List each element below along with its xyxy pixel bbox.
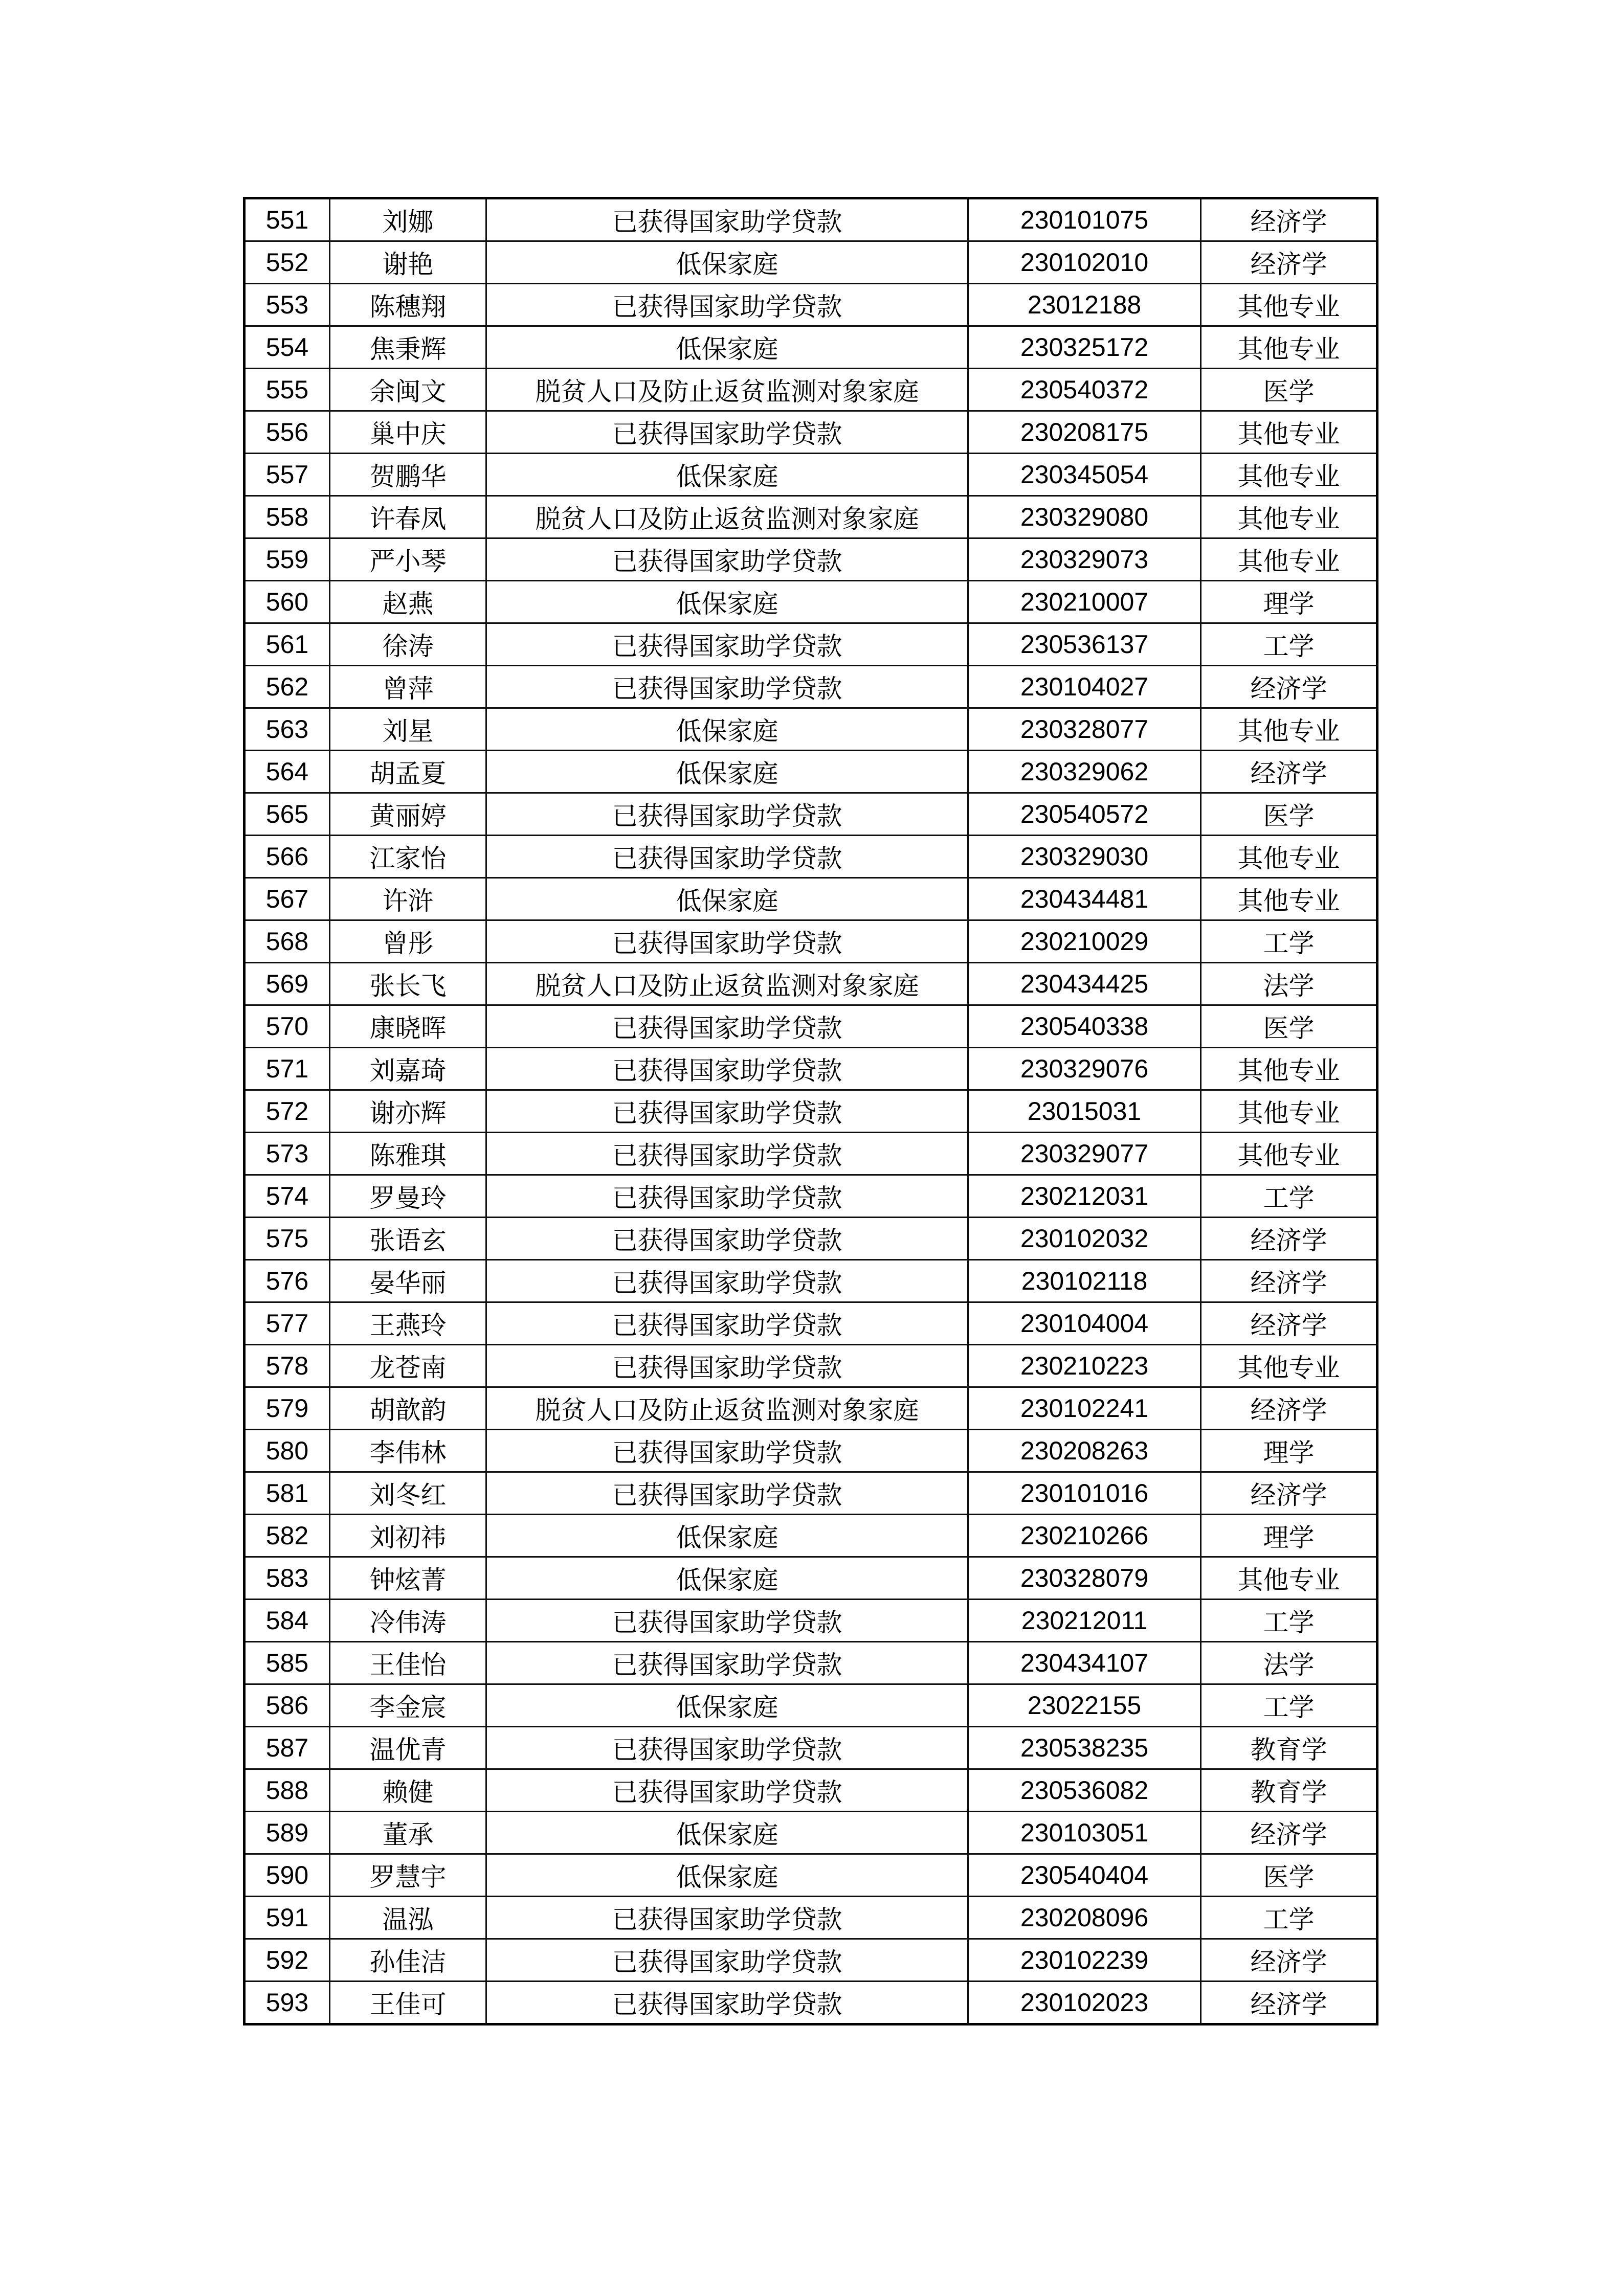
major-cell: 工学 — [1201, 1684, 1377, 1727]
major-cell: 其他专业 — [1201, 1557, 1377, 1600]
aid-category-cell: 已获得国家助学贷款 — [486, 666, 968, 708]
student-id-cell: 23015031 — [968, 1090, 1201, 1133]
student-id-cell: 230210029 — [968, 920, 1201, 963]
row-number-cell: 569 — [244, 963, 330, 1005]
student-id-cell: 230329030 — [968, 836, 1201, 878]
student-id-cell: 230102032 — [968, 1218, 1201, 1260]
table-row — [244, 1982, 1377, 2024]
major-cell: 其他专业 — [1201, 1345, 1377, 1387]
student-name-cell: 刘嘉琦 — [330, 1048, 486, 1090]
row-number-cell: 590 — [244, 1854, 330, 1897]
table-row — [244, 241, 1377, 284]
major-cell: 其他专业 — [1201, 878, 1377, 920]
major-cell: 医学 — [1201, 1854, 1377, 1897]
row-number-cell: 579 — [244, 1387, 330, 1430]
table-row — [244, 198, 1377, 241]
aid-category-cell: 已获得国家助学贷款 — [486, 1218, 968, 1260]
table-row — [244, 326, 1377, 369]
major-cell: 其他专业 — [1201, 326, 1377, 369]
student-id-cell: 230210266 — [968, 1515, 1201, 1557]
student-name-cell: 罗慧宇 — [330, 1854, 486, 1897]
student-id-cell: 230102241 — [968, 1387, 1201, 1430]
student-id-cell: 230102010 — [968, 241, 1201, 284]
major-cell: 经济学 — [1201, 1218, 1377, 1260]
student-name-cell: 张长飞 — [330, 963, 486, 1005]
student-name-cell: 曾彤 — [330, 920, 486, 963]
student-name-cell: 陈穗翔 — [330, 284, 486, 326]
table-row — [244, 581, 1377, 623]
student-name-cell: 贺鹏华 — [330, 454, 486, 496]
row-number-cell: 553 — [244, 284, 330, 326]
student-name-cell: 王佳怡 — [330, 1642, 486, 1684]
major-cell: 医学 — [1201, 793, 1377, 836]
student-name-cell: 巢中庆 — [330, 411, 486, 454]
student-name-cell: 刘冬红 — [330, 1472, 486, 1515]
student-name-cell: 赖健 — [330, 1769, 486, 1812]
student-id-cell: 230210223 — [968, 1345, 1201, 1387]
student-name-cell: 钟炫菁 — [330, 1557, 486, 1600]
row-number-cell: 571 — [244, 1048, 330, 1090]
aid-category-cell: 低保家庭 — [486, 326, 968, 369]
student-name-cell: 董承 — [330, 1812, 486, 1854]
row-number-cell: 568 — [244, 920, 330, 963]
table-row — [244, 1769, 1377, 1812]
major-cell: 工学 — [1201, 1897, 1377, 1939]
table-row — [244, 538, 1377, 581]
student-name-cell: 严小琴 — [330, 538, 486, 581]
major-cell: 经济学 — [1201, 1302, 1377, 1345]
table-row — [244, 1600, 1377, 1642]
student-id-cell: 230434481 — [968, 878, 1201, 920]
aid-category-cell: 已获得国家助学贷款 — [486, 1769, 968, 1812]
major-cell: 理学 — [1201, 1430, 1377, 1472]
aid-category-cell: 已获得国家助学贷款 — [486, 793, 968, 836]
aid-category-cell: 低保家庭 — [486, 1515, 968, 1557]
table-row — [244, 623, 1377, 666]
row-number-cell: 574 — [244, 1175, 330, 1218]
row-number-cell: 558 — [244, 496, 330, 538]
major-cell: 其他专业 — [1201, 708, 1377, 751]
student-id-cell: 230212031 — [968, 1175, 1201, 1218]
table-row — [244, 751, 1377, 793]
student-name-cell: 陈雅琪 — [330, 1133, 486, 1175]
row-number-cell: 552 — [244, 241, 330, 284]
major-cell: 其他专业 — [1201, 284, 1377, 326]
student-id-cell: 230434107 — [968, 1642, 1201, 1684]
aid-category-cell: 低保家庭 — [486, 1854, 968, 1897]
table-row — [244, 1515, 1377, 1557]
row-number-cell: 562 — [244, 666, 330, 708]
student-name-cell: 康晓晖 — [330, 1005, 486, 1048]
student-name-cell: 徐涛 — [330, 623, 486, 666]
row-number-cell: 592 — [244, 1939, 330, 1982]
row-number-cell: 587 — [244, 1727, 330, 1769]
row-number-cell: 559 — [244, 538, 330, 581]
table-row — [244, 1133, 1377, 1175]
student-id-cell: 23012188 — [968, 284, 1201, 326]
table-row — [244, 793, 1377, 836]
aid-category-cell: 低保家庭 — [486, 1812, 968, 1854]
student-name-cell: 刘星 — [330, 708, 486, 751]
student-name-cell: 余闽文 — [330, 369, 486, 411]
student-name-cell: 冷伟涛 — [330, 1600, 486, 1642]
table-row — [244, 1472, 1377, 1515]
major-cell: 其他专业 — [1201, 1048, 1377, 1090]
student-id-cell: 230540404 — [968, 1854, 1201, 1897]
row-number-cell: 555 — [244, 369, 330, 411]
aid-category-cell: 低保家庭 — [486, 581, 968, 623]
aid-category-cell: 已获得国家助学贷款 — [486, 198, 968, 241]
row-number-cell: 561 — [244, 623, 330, 666]
row-number-cell: 585 — [244, 1642, 330, 1684]
student-id-cell: 230329080 — [968, 496, 1201, 538]
student-id-cell: 230329073 — [968, 538, 1201, 581]
row-number-cell: 593 — [244, 1982, 330, 2024]
student-id-cell: 230345054 — [968, 454, 1201, 496]
row-number-cell: 567 — [244, 878, 330, 920]
table-row — [244, 1260, 1377, 1302]
table-row — [244, 1430, 1377, 1472]
major-cell: 经济学 — [1201, 1260, 1377, 1302]
table-row — [244, 496, 1377, 538]
student-name-cell: 王佳可 — [330, 1982, 486, 2024]
major-cell: 其他专业 — [1201, 454, 1377, 496]
major-cell: 理学 — [1201, 1515, 1377, 1557]
aid-category-cell: 低保家庭 — [486, 1684, 968, 1727]
major-cell: 工学 — [1201, 623, 1377, 666]
aid-category-cell: 已获得国家助学贷款 — [486, 1727, 968, 1769]
aid-category-cell: 低保家庭 — [486, 454, 968, 496]
student-name-cell: 晏华丽 — [330, 1260, 486, 1302]
row-number-cell: 584 — [244, 1600, 330, 1642]
student-id-cell: 230102118 — [968, 1260, 1201, 1302]
student-id-cell: 230212011 — [968, 1600, 1201, 1642]
student-id-cell: 230208263 — [968, 1430, 1201, 1472]
student-id-cell: 230208096 — [968, 1897, 1201, 1939]
major-cell: 经济学 — [1201, 1387, 1377, 1430]
row-number-cell: 560 — [244, 581, 330, 623]
aid-category-cell: 已获得国家助学贷款 — [486, 920, 968, 963]
table-row — [244, 708, 1377, 751]
student-name-cell: 李金宸 — [330, 1684, 486, 1727]
aid-category-cell: 已获得国家助学贷款 — [486, 1642, 968, 1684]
aid-category-cell: 已获得国家助学贷款 — [486, 1982, 968, 2024]
student-name-cell: 张语玄 — [330, 1218, 486, 1260]
row-number-cell: 551 — [244, 198, 330, 241]
row-number-cell: 576 — [244, 1260, 330, 1302]
row-number-cell: 580 — [244, 1430, 330, 1472]
aid-category-cell: 低保家庭 — [486, 1557, 968, 1600]
student-name-cell: 胡孟夏 — [330, 751, 486, 793]
student-id-cell: 230210007 — [968, 581, 1201, 623]
aid-category-cell: 低保家庭 — [486, 751, 968, 793]
major-cell: 法学 — [1201, 1642, 1377, 1684]
row-number-cell: 564 — [244, 751, 330, 793]
major-cell: 理学 — [1201, 581, 1377, 623]
student-id-cell: 230329077 — [968, 1133, 1201, 1175]
student-id-cell: 230540572 — [968, 793, 1201, 836]
major-cell: 经济学 — [1201, 198, 1377, 241]
row-number-cell: 581 — [244, 1472, 330, 1515]
aid-category-cell: 已获得国家助学贷款 — [486, 538, 968, 581]
major-cell: 经济学 — [1201, 1939, 1377, 1982]
aid-category-cell: 已获得国家助学贷款 — [486, 1133, 968, 1175]
table-row — [244, 963, 1377, 1005]
student-id-cell: 230540372 — [968, 369, 1201, 411]
aid-category-cell: 已获得国家助学贷款 — [486, 1090, 968, 1133]
student-name-cell: 曾萍 — [330, 666, 486, 708]
student-id-cell: 23022155 — [968, 1684, 1201, 1727]
student-name-cell: 孙佳洁 — [330, 1939, 486, 1982]
table-row — [244, 1897, 1377, 1939]
major-cell: 其他专业 — [1201, 836, 1377, 878]
student-name-cell: 龙苍南 — [330, 1345, 486, 1387]
table-row — [244, 1090, 1377, 1133]
student-name-cell: 许浒 — [330, 878, 486, 920]
major-cell: 经济学 — [1201, 751, 1377, 793]
major-cell: 教育学 — [1201, 1727, 1377, 1769]
student-id-cell: 230325172 — [968, 326, 1201, 369]
row-number-cell: 589 — [244, 1812, 330, 1854]
student-name-cell: 焦秉辉 — [330, 326, 486, 369]
table-row — [244, 1175, 1377, 1218]
major-cell: 其他专业 — [1201, 538, 1377, 581]
aid-category-cell: 脱贫人口及防止返贫监测对象家庭 — [486, 963, 968, 1005]
student-id-cell: 230434425 — [968, 963, 1201, 1005]
table-row — [244, 369, 1377, 411]
student-name-cell: 王燕玲 — [330, 1302, 486, 1345]
aid-category-cell: 已获得国家助学贷款 — [486, 1048, 968, 1090]
row-number-cell: 565 — [244, 793, 330, 836]
table-row — [244, 878, 1377, 920]
aid-category-cell: 已获得国家助学贷款 — [486, 836, 968, 878]
aid-category-cell: 脱贫人口及防止返贫监测对象家庭 — [486, 496, 968, 538]
major-cell: 法学 — [1201, 963, 1377, 1005]
student-name-cell: 温优青 — [330, 1727, 486, 1769]
row-number-cell: 588 — [244, 1769, 330, 1812]
table-row — [244, 1854, 1377, 1897]
student-id-cell: 230329076 — [968, 1048, 1201, 1090]
student-id-cell: 230104027 — [968, 666, 1201, 708]
aid-category-cell: 已获得国家助学贷款 — [486, 1345, 968, 1387]
table-row — [244, 1345, 1377, 1387]
student-id-cell: 230328079 — [968, 1557, 1201, 1600]
major-cell: 经济学 — [1201, 666, 1377, 708]
table-row — [244, 920, 1377, 963]
table-row — [244, 1642, 1377, 1684]
major-cell: 教育学 — [1201, 1769, 1377, 1812]
student-name-cell: 温泓 — [330, 1897, 486, 1939]
student-aid-table — [243, 197, 1378, 2025]
student-name-cell: 黄丽婷 — [330, 793, 486, 836]
aid-category-cell: 低保家庭 — [486, 708, 968, 751]
table-body — [244, 198, 1377, 2024]
aid-category-cell: 已获得国家助学贷款 — [486, 1472, 968, 1515]
major-cell: 其他专业 — [1201, 1133, 1377, 1175]
major-cell: 工学 — [1201, 920, 1377, 963]
aid-category-cell: 已获得国家助学贷款 — [486, 1175, 968, 1218]
student-id-cell: 230328077 — [968, 708, 1201, 751]
row-number-cell: 591 — [244, 1897, 330, 1939]
aid-category-cell: 脱贫人口及防止返贫监测对象家庭 — [486, 1387, 968, 1430]
major-cell: 工学 — [1201, 1175, 1377, 1218]
student-id-cell: 230536137 — [968, 623, 1201, 666]
row-number-cell: 573 — [244, 1133, 330, 1175]
aid-category-cell: 已获得国家助学贷款 — [486, 1302, 968, 1345]
table-row — [244, 454, 1377, 496]
table-row — [244, 284, 1377, 326]
aid-category-cell: 低保家庭 — [486, 241, 968, 284]
table-row — [244, 666, 1377, 708]
table-row — [244, 1005, 1377, 1048]
major-cell: 医学 — [1201, 369, 1377, 411]
student-name-cell: 许春凤 — [330, 496, 486, 538]
student-name-cell: 谢亦辉 — [330, 1090, 486, 1133]
student-name-cell: 胡歆韵 — [330, 1387, 486, 1430]
student-name-cell: 李伟林 — [330, 1430, 486, 1472]
student-name-cell: 罗曼玲 — [330, 1175, 486, 1218]
table-row — [244, 1387, 1377, 1430]
table-row — [244, 1939, 1377, 1982]
student-id-cell: 230101075 — [968, 198, 1201, 241]
major-cell: 经济学 — [1201, 1472, 1377, 1515]
row-number-cell: 582 — [244, 1515, 330, 1557]
aid-category-cell: 已获得国家助学贷款 — [486, 284, 968, 326]
table-row — [244, 1557, 1377, 1600]
aid-category-cell: 已获得国家助学贷款 — [486, 623, 968, 666]
aid-category-cell: 已获得国家助学贷款 — [486, 411, 968, 454]
table-row — [244, 1727, 1377, 1769]
aid-category-cell: 已获得国家助学贷款 — [486, 1005, 968, 1048]
row-number-cell: 572 — [244, 1090, 330, 1133]
aid-category-cell: 已获得国家助学贷款 — [486, 1600, 968, 1642]
major-cell: 其他专业 — [1201, 1090, 1377, 1133]
student-id-cell: 230536082 — [968, 1769, 1201, 1812]
aid-category-cell: 脱贫人口及防止返贫监测对象家庭 — [486, 369, 968, 411]
row-number-cell: 556 — [244, 411, 330, 454]
table-row — [244, 1048, 1377, 1090]
major-cell: 经济学 — [1201, 1812, 1377, 1854]
aid-category-cell: 低保家庭 — [486, 878, 968, 920]
table-row — [244, 1684, 1377, 1727]
student-id-cell: 230102239 — [968, 1939, 1201, 1982]
row-number-cell: 578 — [244, 1345, 330, 1387]
student-name-cell: 刘初祎 — [330, 1515, 486, 1557]
major-cell: 医学 — [1201, 1005, 1377, 1048]
student-id-cell: 230208175 — [968, 411, 1201, 454]
student-id-cell: 230102023 — [968, 1982, 1201, 2024]
row-number-cell: 554 — [244, 326, 330, 369]
row-number-cell: 563 — [244, 708, 330, 751]
major-cell: 经济学 — [1201, 241, 1377, 284]
student-name-cell: 刘娜 — [330, 198, 486, 241]
student-name-cell: 谢艳 — [330, 241, 486, 284]
table-row — [244, 411, 1377, 454]
table-row — [244, 1302, 1377, 1345]
student-id-cell: 230540338 — [968, 1005, 1201, 1048]
major-cell: 工学 — [1201, 1600, 1377, 1642]
row-number-cell: 586 — [244, 1684, 330, 1727]
major-cell: 其他专业 — [1201, 496, 1377, 538]
aid-category-cell: 已获得国家助学贷款 — [486, 1260, 968, 1302]
student-id-cell: 230104004 — [968, 1302, 1201, 1345]
major-cell: 经济学 — [1201, 1982, 1377, 2024]
student-name-cell: 江家怡 — [330, 836, 486, 878]
aid-category-cell: 已获得国家助学贷款 — [486, 1430, 968, 1472]
row-number-cell: 577 — [244, 1302, 330, 1345]
student-id-cell: 230101016 — [968, 1472, 1201, 1515]
student-id-cell: 230329062 — [968, 751, 1201, 793]
row-number-cell: 570 — [244, 1005, 330, 1048]
aid-category-cell: 已获得国家助学贷款 — [486, 1897, 968, 1939]
major-cell: 其他专业 — [1201, 411, 1377, 454]
student-id-cell: 230538235 — [968, 1727, 1201, 1769]
row-number-cell: 557 — [244, 454, 330, 496]
student-name-cell: 赵燕 — [330, 581, 486, 623]
table-row — [244, 1218, 1377, 1260]
aid-category-cell: 已获得国家助学贷款 — [486, 1939, 968, 1982]
row-number-cell: 583 — [244, 1557, 330, 1600]
row-number-cell: 566 — [244, 836, 330, 878]
row-number-cell: 575 — [244, 1218, 330, 1260]
student-id-cell: 230103051 — [968, 1812, 1201, 1854]
table-row — [244, 1812, 1377, 1854]
table-row — [244, 836, 1377, 878]
